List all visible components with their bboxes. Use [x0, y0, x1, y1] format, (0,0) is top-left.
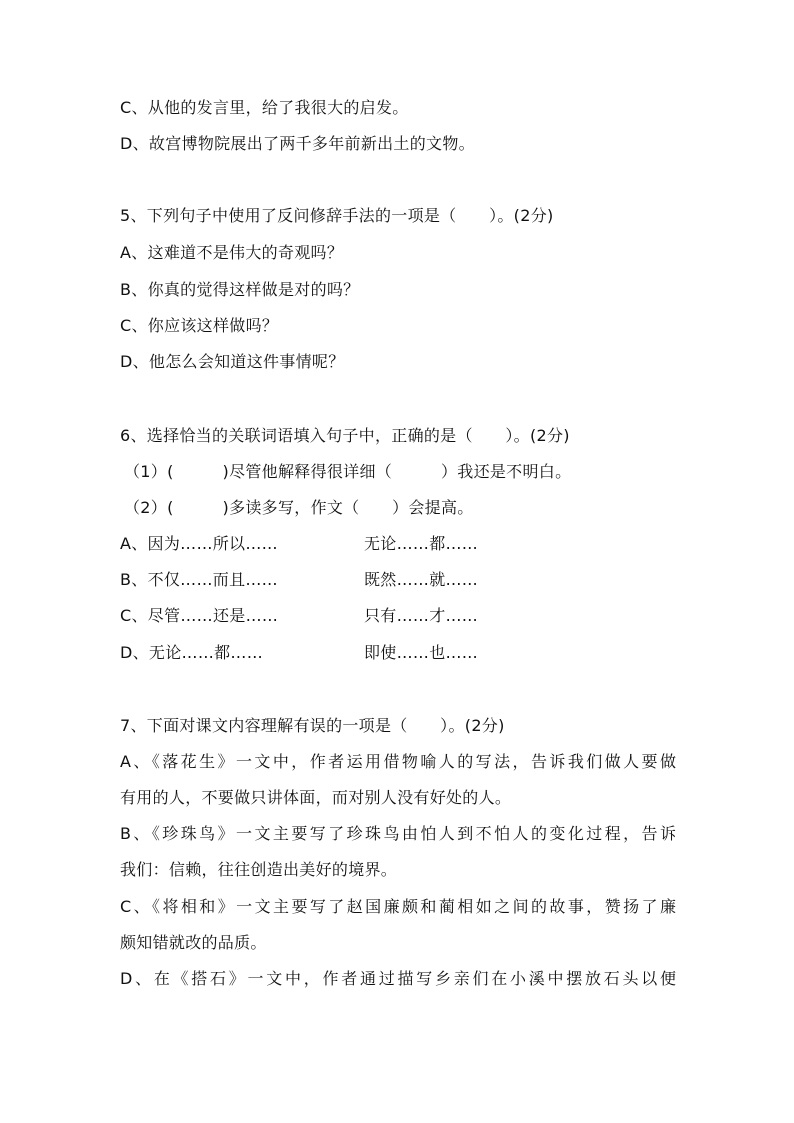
- q7-option-d-line1: D、在《搭石》一文中，作者通过描写乡亲们在小溪中摆放石头以便: [120, 969, 676, 988]
- q5-stem: 5、下列句子中使用了反问修辞手法的一项是（ ）。(2分): [120, 206, 554, 225]
- q7-option-c-line2: 颇知错就改的品质。: [120, 933, 267, 952]
- q6-option-d-pair: 即使……也……: [364, 643, 479, 662]
- q6-sentence-2: （2）( )多读多写，作文（ ）会提高。: [124, 498, 474, 517]
- q6-option-b: B、不仅……而且……: [120, 570, 278, 589]
- q6-option-a-pair: 无论……都……: [364, 534, 479, 553]
- q7-option-a-line2: 有用的人，不要做只讲体面，而对别人没有好处的人。: [120, 788, 512, 807]
- q5-option-a: A、这难道不是伟大的奇观吗？: [120, 243, 344, 262]
- q7-option-a-line1: A、《落花生》一文中，作者运用借物喻人的写法，告诉我们做人要做: [120, 752, 676, 771]
- q6-option-c: C、尽管……还是……: [120, 606, 279, 625]
- q4-option-c: C、从他的发言里，给了我很大的启发。: [120, 98, 409, 117]
- q7-option-c-line1: C、《将相和》一文主要写了赵国廉颇和蔺相如之间的故事，赞扬了廉: [120, 897, 676, 916]
- q4-option-d: D、故宫博物院展出了两千多年前新出土的文物。: [120, 134, 475, 153]
- q5-option-b: B、你真的觉得这样做是对的吗？: [120, 280, 360, 299]
- q6-option-a: A、因为……所以……: [120, 534, 278, 553]
- q6-option-b-pair: 既然……就……: [364, 570, 479, 589]
- q7-stem: 7、下面对课文内容理解有误的一项是（ ）。(2分): [120, 716, 505, 735]
- q6-option-c-pair: 只有……才……: [364, 606, 479, 625]
- q6-stem: 6、选择恰当的关联词语填入句子中，正确的是（ ）。(2分): [120, 426, 570, 445]
- q5-option-d: D、他怎么会知道这件事情呢？: [120, 352, 345, 371]
- q7-option-b-line1: B、《珍珠鸟》一文主要写了珍珠鸟由怕人到不怕人的变化过程，告诉: [120, 824, 676, 843]
- q7-option-b-line2: 我们：信赖，往往创造出美好的境界。: [120, 860, 398, 879]
- q6-option-d: D、无论……都……: [120, 643, 264, 662]
- q5-option-c: C、你应该这样做吗？: [120, 316, 279, 335]
- q6-sentence-1: （1）( )尽管他解释得很详细（ ）我还是不明白。: [124, 462, 572, 481]
